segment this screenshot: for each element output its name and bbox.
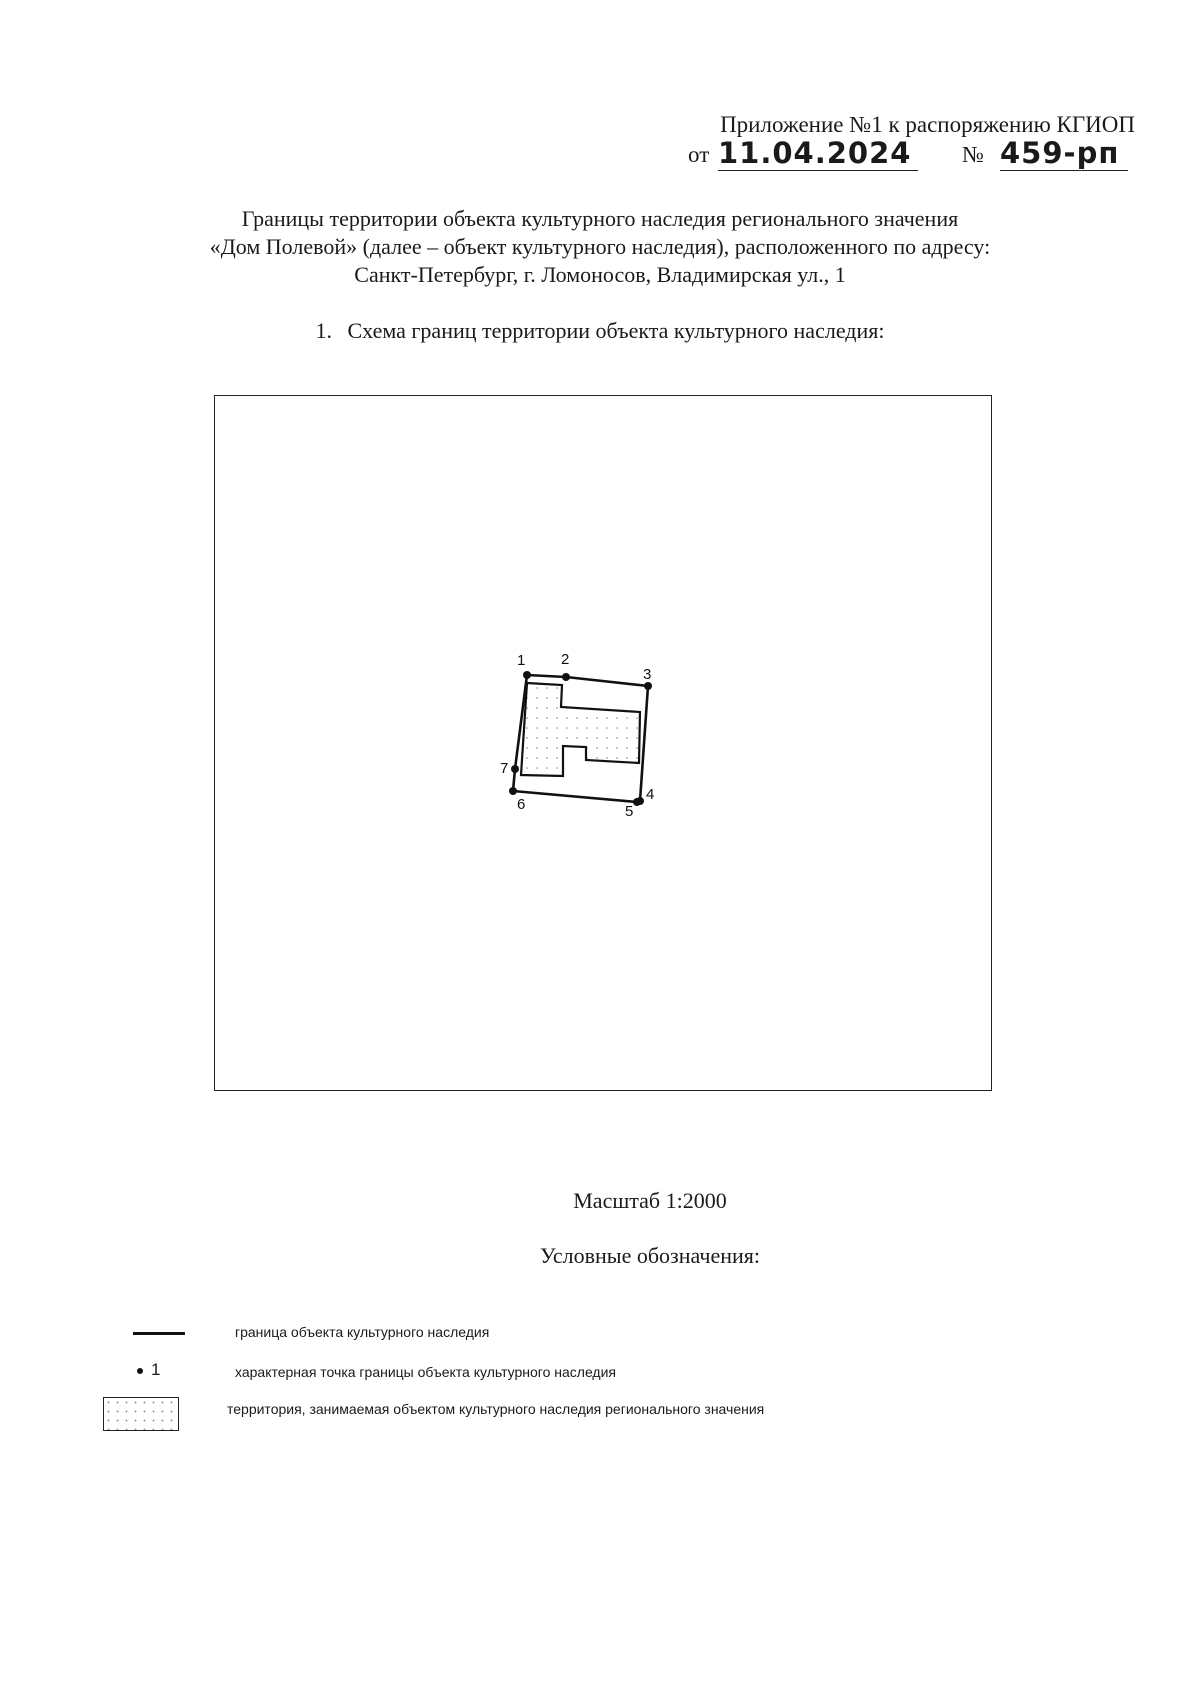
section-heading <box>100 318 1100 344</box>
point-label-3: 3 <box>643 666 652 683</box>
boundary-point-1 <box>523 671 531 679</box>
legend-item-characteristic-point <box>95 1358 995 1390</box>
boundary-scheme-map <box>214 395 992 1091</box>
boundary-point-3 <box>644 682 652 690</box>
section-number: 1. <box>315 318 332 343</box>
legend-item-text: территория, занимаемая объектом культурного наследия регионального значения <box>227 1401 765 1417</box>
order-date-number <box>600 136 1135 180</box>
title-line-3: Санкт-Петербург, г. Ломоносов, Владимирская ул., 1 <box>354 262 846 287</box>
point-label-6: 6 <box>517 796 526 813</box>
legend-item-text: характерная точка границы объекта культурного наследия <box>235 1364 616 1380</box>
order-number: 459-рп <box>1000 136 1128 171</box>
point-label-7: 7 <box>500 760 509 777</box>
point-label-2: 2 <box>561 651 570 668</box>
point-symbol <box>137 1360 160 1380</box>
map-drawing <box>215 396 991 1090</box>
boundary-point-6 <box>509 787 517 795</box>
legend-item-text: граница объекта культурного наследия <box>235 1324 490 1340</box>
section-heading-text: Схема границ территории объекта культурного наследия: <box>347 318 885 343</box>
heritage-building-footprint <box>521 683 640 776</box>
map-scale: Масштаб 1:2000 <box>573 1188 727 1213</box>
boundary-line-symbol <box>133 1332 185 1335</box>
title-line-1: Границы территории объекта культурного наследия регионального значения <box>241 206 959 231</box>
boundary-point-7 <box>511 765 519 773</box>
point-label-4: 4 <box>646 786 655 803</box>
from-label: от <box>688 142 710 167</box>
boundary-point-5 <box>633 798 641 806</box>
order-date: 11.04.2024 <box>718 136 918 171</box>
legend-item-territory-area <box>95 1397 995 1429</box>
number-label: № <box>962 142 984 167</box>
title-line-2: «Дом Полевой» (далее – объект культурного наследия), расположенного по адресу: <box>209 234 991 259</box>
point-symbol-label: 1 <box>151 1360 161 1379</box>
point-label-5: 5 <box>625 803 634 820</box>
legend-item-boundary-line <box>95 1318 995 1350</box>
point-dot-icon <box>137 1368 143 1374</box>
territory-area-symbol <box>103 1397 179 1431</box>
legend-heading: Условные обозначения: <box>539 1243 761 1268</box>
boundary-point-2 <box>562 673 570 681</box>
point-label-1: 1 <box>517 652 526 669</box>
appendix-reference: Приложение №1 к распоряжению КГИОП <box>720 112 1135 137</box>
